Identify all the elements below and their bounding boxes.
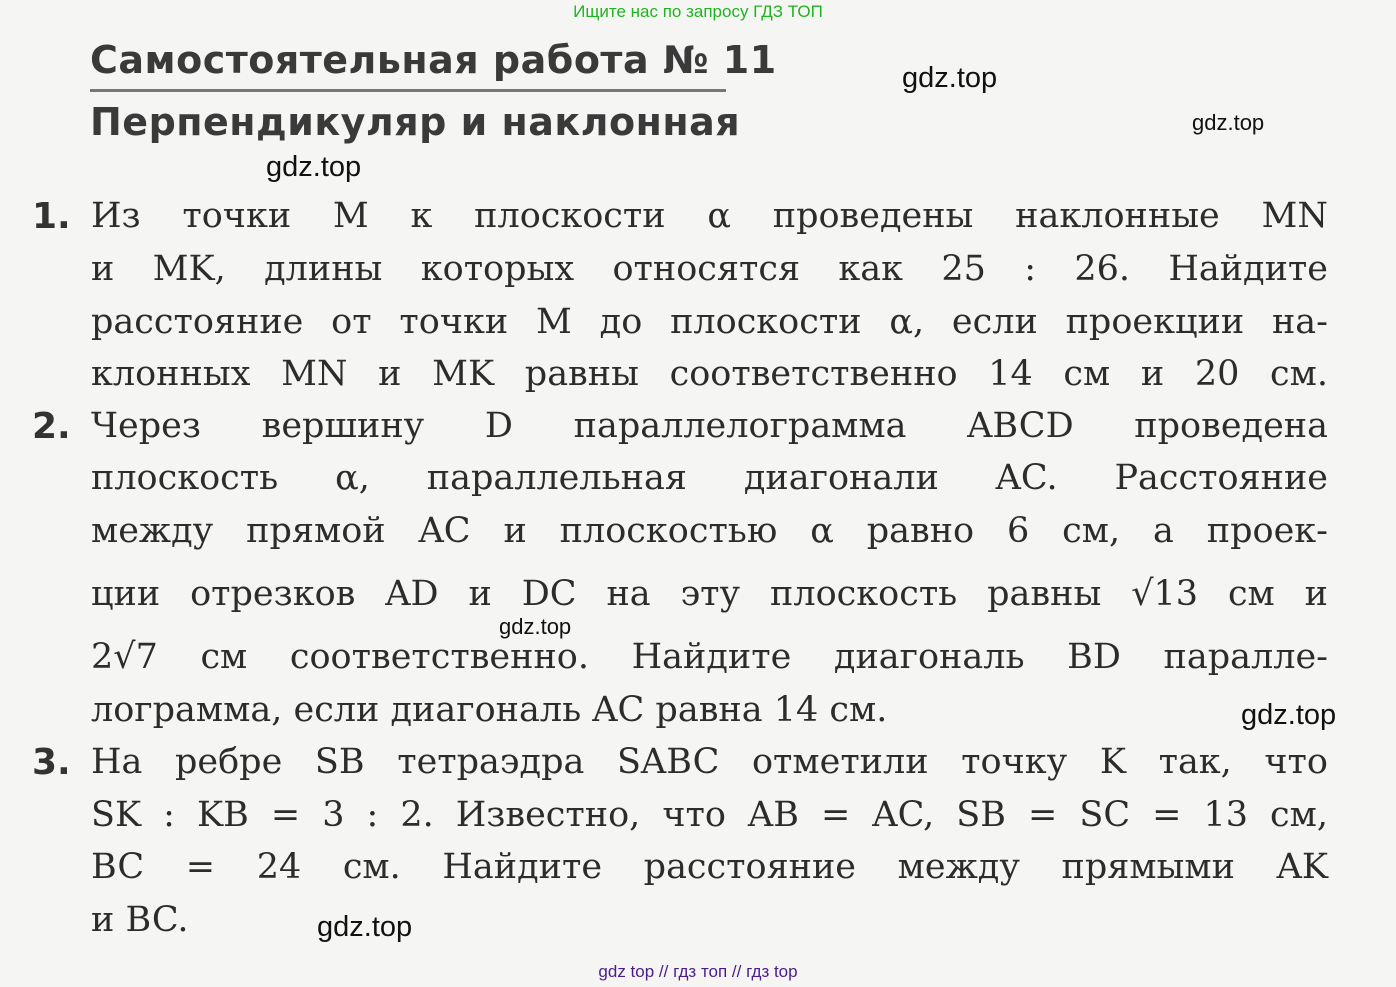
watermark: gdz.top bbox=[902, 62, 998, 94]
worksheet-title: Самостоятельная работа № 11 bbox=[90, 38, 777, 82]
watermark: gdz.top bbox=[1241, 699, 1337, 731]
problem-line: Через вершину D параллелограмма ABCD проведена bbox=[91, 406, 1328, 446]
problem-line: лограмма, если диагональ AC равна 14 см. bbox=[91, 690, 888, 730]
worksheet-subtitle: Перпендикуляр и наклонная bbox=[90, 100, 741, 144]
watermark: gdz.top bbox=[499, 614, 572, 639]
problem-line: SK : KB = 3 : 2. Известно, что AB = AC, SB = SC = 13 см, bbox=[91, 795, 1328, 835]
problem-line: На ребре SB тетраэдра SABC отметили точку K так, что bbox=[91, 742, 1328, 782]
watermark: gdz.top bbox=[266, 151, 362, 183]
watermark: gdz.top bbox=[317, 911, 413, 943]
problem-number: 1. bbox=[32, 196, 71, 237]
problem-line: 2√7 см соответственно. Найдите диагональ BD паралле- bbox=[91, 637, 1328, 677]
problem-line: клонных MN и MK равны соответственно 14 см и 20 см. bbox=[91, 354, 1328, 394]
footer-links: gdz top // гдз топ // гдз top bbox=[598, 962, 798, 981]
top-banner: Ищите нас по запросу ГДЗ ТОП bbox=[573, 2, 823, 21]
problem-line: и MK, длины которых относятся как 25 : 26. Найдите bbox=[91, 249, 1328, 289]
problem-line: ции отрезков AD и DC на эту плоскость равны √13 см и bbox=[91, 574, 1328, 614]
problem-line: между прямой AC и плоскостью α равно 6 см, а проек- bbox=[91, 511, 1328, 551]
problem-number: 2. bbox=[32, 406, 71, 447]
problem-line: BC = 24 см. Найдите расстояние между прямыми AK bbox=[91, 847, 1328, 887]
problem-line: Из точки M к плоскости α проведены наклонные MN bbox=[91, 196, 1328, 236]
watermark: gdz.top bbox=[1192, 110, 1265, 135]
problem-number: 3. bbox=[32, 742, 71, 783]
problem-line: расстояние от точки M до плоскости α, если проекции на- bbox=[91, 302, 1328, 342]
title-underline bbox=[90, 89, 726, 92]
problem-line: плоскость α, параллельная диагонали AC. Расстояние bbox=[91, 458, 1328, 498]
problem-line: и BC. bbox=[91, 900, 189, 940]
